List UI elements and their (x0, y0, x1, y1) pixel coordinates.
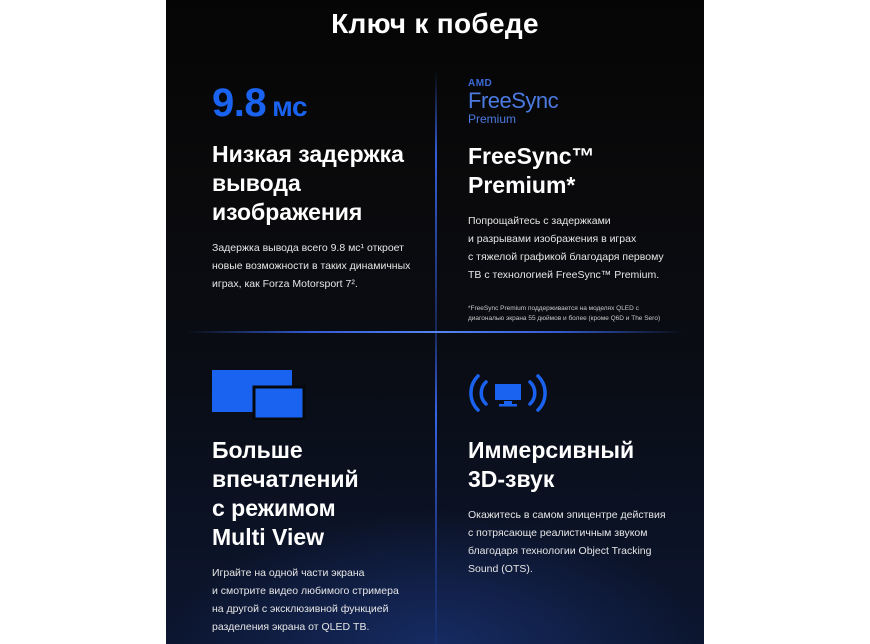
heading-line: Низкая задержка (212, 141, 404, 167)
multiview-heading (212, 436, 442, 552)
latency-heading (212, 140, 442, 227)
multi-view-icon (212, 366, 442, 428)
heading-line: Multi View (212, 524, 325, 550)
amd-freesync-logo (468, 78, 698, 134)
desc-line: Задержка вывода всего 9.8 мс¹ откроет (212, 242, 404, 254)
surround-sound-icon (468, 366, 698, 428)
desc-line: Окажитесь в самом эпицентре действия (468, 509, 666, 521)
feature-sound (468, 366, 698, 578)
amd-logo-brand: AMD (468, 78, 493, 89)
heading-line: с режимом (212, 495, 336, 521)
freesync-heading (468, 142, 698, 200)
desc-line: Sound (OTS). (468, 563, 533, 575)
latency-number: 9.8 (212, 81, 267, 125)
heading-line: Иммерсивный (468, 437, 635, 463)
promo-panel (166, 0, 704, 644)
feature-multiview (212, 366, 442, 636)
heading-line: вывода (212, 170, 301, 196)
desc-line: с потрясающе реалистичным звуком (468, 527, 648, 539)
desc-line: и разрывами изображения в играх (468, 233, 637, 245)
sound-description (468, 506, 698, 578)
page-title: Ключ к победе (331, 8, 539, 39)
desc-line: благодаря технологии Object Tracking (468, 545, 652, 557)
latency-description (212, 239, 442, 293)
heading-line: изображения (212, 199, 363, 225)
heading-line: впечатлений (212, 466, 359, 492)
desc-line: с тяжелой графикой благодаря первому (468, 251, 664, 263)
horizontal-divider (186, 331, 684, 333)
heading-line: Premium* (468, 172, 576, 198)
amd-logo-tier: Premium (468, 112, 517, 126)
multiview-description (212, 564, 442, 636)
desc-line: Играйте на одной части экрана (212, 567, 365, 579)
sound-heading (468, 436, 698, 494)
freesync-footnote (468, 304, 688, 324)
desc-line: разделения экрана от QLED ТВ. (212, 621, 370, 633)
desc-line: играх, как Forza Motorsport 7². (212, 278, 358, 290)
desc-line: Попрощайтесь с задержками (468, 215, 611, 227)
desc-line: и смотрите видео любимого стримера (212, 585, 399, 597)
desc-line: на другой с эксклюзивной функцией (212, 603, 389, 615)
note-line: диагональю экрана 55 дюймов и более (кроме Q6D и The Sero) (468, 315, 661, 322)
feature-freesync (468, 78, 698, 324)
latency-value (212, 78, 442, 132)
feature-latency (212, 78, 442, 293)
amd-logo-name: FreeSync (468, 88, 559, 113)
desc-line: новые возможности в таких динамичных (212, 260, 411, 272)
heading-line: 3D-звук (468, 466, 555, 492)
note-line: *FreeSync Premium поддерживается на моделях QLED с (468, 305, 639, 312)
desc-line: ТВ с технологией FreeSync™ Premium. (468, 269, 660, 281)
freesync-description (468, 212, 698, 284)
latency-unit: мс (272, 91, 308, 122)
heading-line: FreeSync™ (468, 143, 595, 169)
heading-line: Больше (212, 437, 303, 463)
